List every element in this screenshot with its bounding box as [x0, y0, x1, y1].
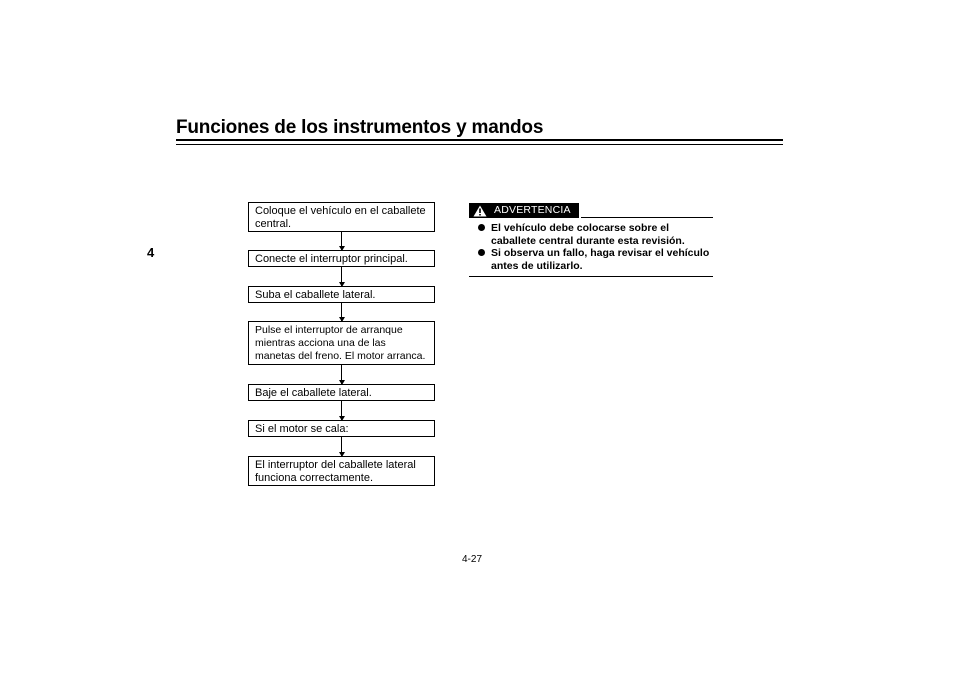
- flow-step-5: Baje el caballete lateral.: [248, 384, 435, 401]
- flow-step-4: Pulse el interruptor de arranque mientras acciona una de las manetas del freno. El motor arranca.: [248, 321, 435, 365]
- warning-tag: [469, 203, 579, 218]
- warning-bottom-rule: [469, 276, 713, 277]
- flow-step-1: Coloque el vehículo en el caballete central.: [248, 202, 435, 232]
- warning-box: [469, 202, 713, 277]
- header-rule-thin: [176, 144, 783, 145]
- flow-step-2: Conecte el interruptor principal.: [248, 250, 435, 267]
- bullet-icon: [478, 224, 485, 231]
- warning-header: [469, 202, 713, 218]
- warning-list: [469, 222, 713, 272]
- warning-item-text: El vehículo debe colocarse sobre el caballete central durante esta revisión.: [491, 222, 685, 247]
- flow-step-6: Si el motor se cala:: [248, 420, 435, 437]
- warning-label: ADVERTENCIA: [494, 204, 571, 216]
- bullet-icon: [478, 249, 485, 256]
- warning-item: [469, 247, 713, 272]
- warning-header-rule: [581, 217, 713, 218]
- warning-triangle-icon: [469, 203, 491, 218]
- warning-item: [469, 222, 713, 247]
- flow-step-3: Suba el caballete lateral.: [248, 286, 435, 303]
- page-number: 4-27: [462, 554, 483, 565]
- warning-item-text: Si observa un fallo, haga revisar el vehículo antes de utilizarlo.: [491, 247, 710, 272]
- header-rule-thick: [176, 139, 783, 141]
- chapter-tab: 4: [147, 245, 155, 260]
- page-header: [176, 117, 783, 139]
- flow-step-7: El interruptor del caballete lateral funciona correctamente.: [248, 456, 435, 486]
- flowchart: [248, 202, 437, 488]
- page-title: Funciones de los instrumentos y mandos: [176, 117, 544, 138]
